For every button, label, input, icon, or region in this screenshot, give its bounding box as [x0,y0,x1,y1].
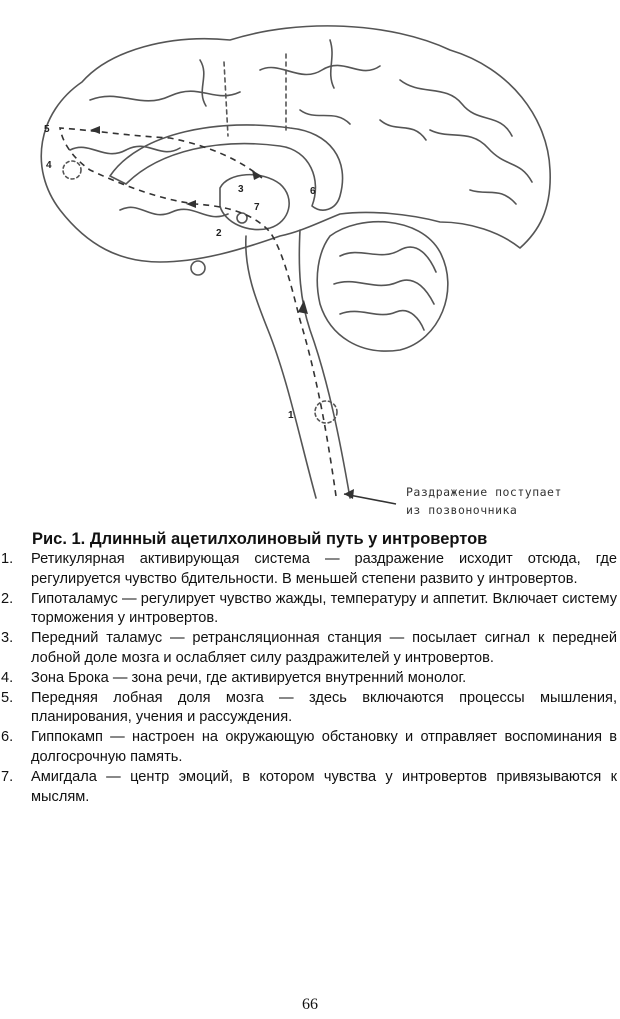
legend-item-number: 1. [1,551,14,567]
stimulus-note-line2: из позвоночника [406,503,518,517]
legend-list [0,550,620,807]
legend-item-text: Зона Брока — зона речи, где активируется внутренний монолог. [31,669,467,686]
legend-item-text: Гиппокамп — настроен на окружающую обстановку и отправляет воспоминания в долгосрочную память. [31,729,617,765]
legend-item-number: 2. [1,590,14,607]
legend-item [0,550,620,590]
legend-item [0,669,620,689]
legend-item [0,728,620,768]
region-label-2: 2 [216,228,222,239]
legend-item-text: Гипоталамус — регулирует чувство жажды, температуру и аппетит. Включает систему торможения у интровертов. [31,590,617,627]
legend-item-number: 7. [1,768,14,785]
legend-item [0,629,620,669]
acetylcholine-pathway [60,128,336,496]
legend-item-text: Передняя лобная доля мозга — здесь включаются процессы мышления, планирования, учения и рассуждения. [31,689,617,726]
region-label-4: 4 [46,160,52,171]
cerebrum-outline [41,26,550,262]
corpus-callosum [110,125,343,210]
brainstem [246,236,316,498]
legend-item [0,689,620,729]
legend-item-text: Амигдала — центр эмоций, в котором чувства у интровертов привязываются к мыслям. [31,768,617,805]
region-label-5: 5 [44,124,50,135]
page-number: 66 [302,996,318,1013]
legend-item-number: 5. [1,689,14,706]
legend-item-text: Передний таламус — ретрансляционная станция — посылает сигнал к передней лобной доле мозга и ослабляет силу раздражителей у интровертов. [31,630,617,666]
legend-item-number: 3. [1,630,14,647]
legend-item [0,590,620,630]
region-label-6: 6 [310,186,316,197]
cerebellum [317,222,448,351]
region-label-7: 7 [254,202,260,213]
legend-item-text: Ретикулярная активирующая система — раздражение исходит отсюда, где регулируется чувство бдительности. В меньшей степени развито у интровертов. [31,551,617,587]
legend-item-number: 4. [1,669,14,686]
region-label-1: 1 [288,410,294,421]
legend-item [0,768,620,808]
region-label-3: 3 [238,184,244,195]
figure-caption: Рис. 1. Длинный ацетилхолиновый путь у интровертов [32,530,488,548]
legend-item-number: 6. [1,729,14,746]
stimulus-note-line1: Раздражение поступает [406,485,562,499]
